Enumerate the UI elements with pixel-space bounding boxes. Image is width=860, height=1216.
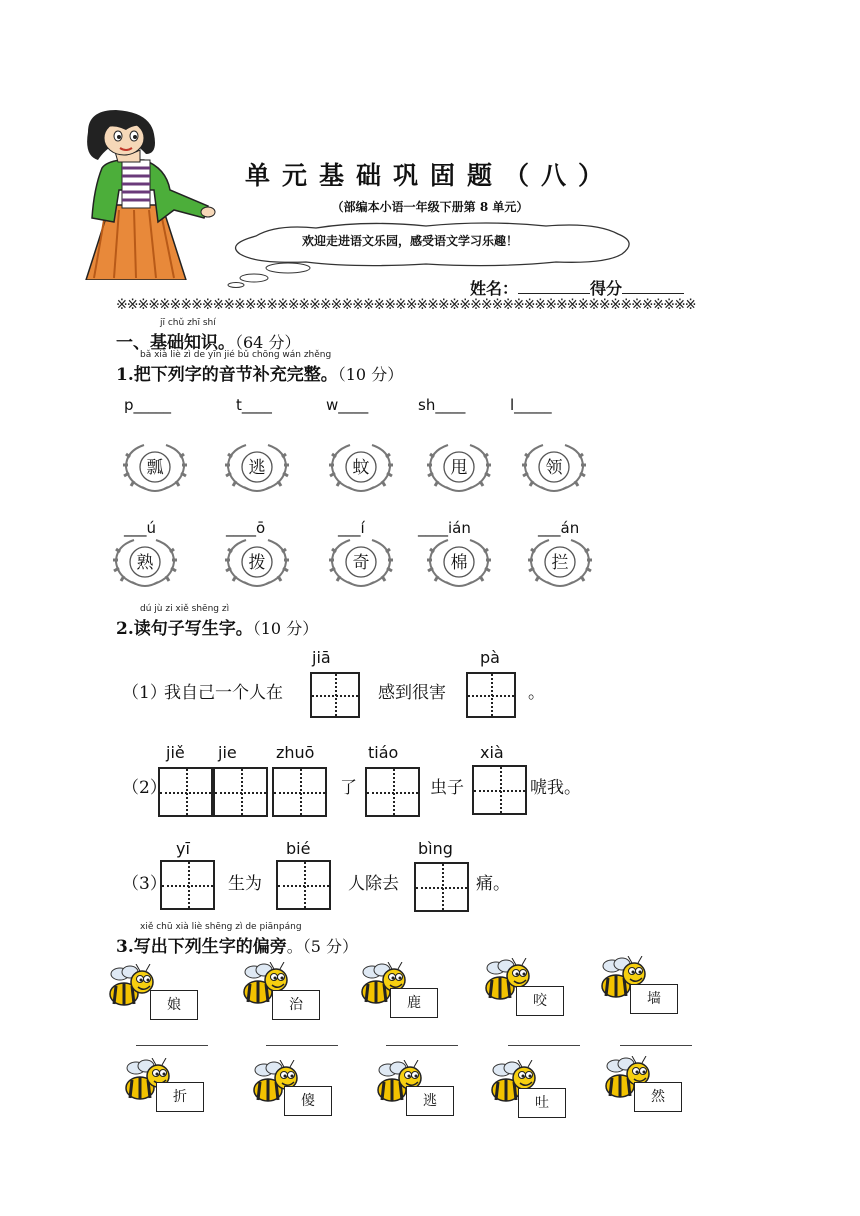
q1-blank-8[interactable]: ___í (338, 519, 365, 537)
section1-points: （64 分） (235, 333, 301, 352)
answer-line[interactable] (386, 1045, 458, 1046)
q3-heading (116, 932, 358, 957)
q1-char-7: 拨 (248, 553, 266, 573)
s1-text-a: 我自己一个人在 (164, 683, 283, 703)
tian-grid-box[interactable] (276, 860, 331, 910)
wreath-char (120, 437, 190, 495)
q1-blank-1[interactable]: p_____ (124, 396, 172, 414)
tian-grid-box[interactable] (310, 672, 360, 718)
section1-title: 一、基础知识。 (116, 333, 235, 353)
radical-box-9: 吐 (518, 1088, 566, 1118)
radical-box-1: 娘 (150, 990, 198, 1020)
score-blank[interactable] (622, 277, 684, 294)
answer-line[interactable] (508, 1045, 580, 1046)
s1-pinyin-1: jiā (312, 648, 331, 667)
q3-ruby: xiě chū xià liè shēng zì de piānpáng (140, 922, 302, 932)
q1-ruby: bǎ xià liè zì de yīn jié bǔ chōng wán zhěng (140, 350, 332, 360)
s1-pinyin-2: pà (480, 648, 500, 667)
q1-blank-7[interactable]: ____ō (226, 519, 266, 537)
s3-pinyin-3: bìng (418, 839, 453, 858)
q3-tail: 。 (286, 937, 303, 956)
wreath-char (222, 532, 292, 590)
radical-box-6: 折 (156, 1082, 204, 1112)
q1-blank-2[interactable]: t____ (236, 396, 272, 414)
q1-blank-10[interactable]: ___án (538, 519, 580, 537)
radical-box-3: 鹿 (390, 988, 438, 1018)
tian-grid-box[interactable] (472, 765, 527, 815)
q1-char-3: 蚊 (352, 458, 370, 478)
q1-char-4: 甩 (450, 458, 468, 478)
radical-box-10: 然 (634, 1082, 682, 1112)
name-label: 姓名： (470, 279, 519, 298)
s2-pinyin-4: tiáo (368, 743, 399, 762)
s3-text-c: 痛。 (476, 874, 510, 894)
wreath-char (519, 437, 589, 495)
q1-char-2: 逃 (248, 458, 266, 478)
q3-title: 3.写出下列生字的偏旁 (116, 937, 287, 957)
s1-text-b: 感到很害 (378, 683, 446, 703)
q1-blank-6[interactable]: ___ú (124, 519, 157, 537)
q3-points: （5 分） (302, 937, 359, 956)
answer-line[interactable] (620, 1045, 692, 1046)
wreath-char (110, 532, 180, 590)
wreath-char (326, 437, 396, 495)
q1-points: （10 分） (337, 365, 404, 384)
s3-pinyin-2: bié (286, 839, 311, 858)
s1-end: 。 (528, 683, 545, 703)
tian-grid-box[interactable] (160, 860, 215, 910)
q2-points: （10 分） (252, 619, 319, 638)
s2-text-a: 了 (340, 778, 357, 798)
page-title: 单元基础巩固题（八） (244, 161, 615, 190)
tian-grid-box[interactable] (213, 767, 268, 817)
answer-line[interactable] (266, 1045, 338, 1046)
s1-number: （1） (122, 683, 167, 703)
q1-char-8: 奇 (352, 553, 370, 573)
q1-title: 1.把下列字的音节补充完整。 (116, 365, 338, 385)
q2-heading (116, 614, 318, 639)
wreath-char (326, 532, 396, 590)
wreath-char (424, 437, 494, 495)
tian-grid-box[interactable] (158, 767, 213, 817)
s2-pinyin-5: xià (480, 743, 504, 762)
s2-pinyin-3: zhuō (276, 743, 315, 762)
q1-char-1: 瓢 (146, 458, 164, 478)
bee-icon (106, 964, 156, 1010)
girl-illustration (74, 110, 224, 280)
wreath-char (424, 532, 494, 590)
page-subtitle: （部编本小语一年级下册第 8 单元） (331, 200, 529, 214)
tian-grid-box[interactable] (414, 862, 469, 912)
q1-heading (116, 360, 403, 385)
s2-pinyin-2: jie (218, 743, 237, 762)
q1-char-9: 棉 (450, 553, 468, 573)
q1-blank-4[interactable]: sh____ (418, 396, 466, 414)
radical-box-8: 逃 (406, 1086, 454, 1116)
wreath-char (222, 437, 292, 495)
radical-box-7: 傻 (284, 1086, 332, 1116)
q1-blank-3[interactable]: w____ (326, 396, 369, 414)
radical-box-4: 咬 (516, 986, 564, 1016)
star-divider: ※※※※※※※※※※※※※※※※※※※※※※※※※※※※※※※※※※※※※※※※※※※※※※※※※※※※※※ (116, 297, 696, 313)
q1-char-10: 拦 (551, 553, 569, 573)
tian-grid-box[interactable] (365, 767, 420, 817)
q1-blank-5[interactable]: l_____ (510, 396, 552, 414)
radical-box-5: 墙 (630, 984, 678, 1014)
q1-char-6: 熟 (136, 553, 154, 573)
s2-number: （2） (122, 778, 167, 798)
q2-title: 2.读句子写生字。 (116, 619, 253, 639)
q2-ruby: dú jù zi xiě shēng zì (140, 604, 230, 614)
tian-grid-box[interactable] (272, 767, 327, 817)
section1-ruby: jī chǔ zhī shí (160, 318, 216, 328)
s3-pinyin-1: yī (176, 839, 190, 858)
score-label: 得分 (590, 279, 623, 298)
tian-grid-box[interactable] (466, 672, 516, 718)
radical-box-2: 治 (272, 990, 320, 1020)
wreath-char (525, 532, 595, 590)
cloud-text: 欢迎走进语文乐园，感受语文学习乐趣！ (302, 234, 519, 248)
answer-line[interactable] (136, 1045, 208, 1046)
q1-char-5: 领 (545, 458, 563, 478)
s2-text-b: 虫子 (430, 778, 464, 798)
s3-number: （3） (122, 874, 167, 894)
q1-blank-9[interactable]: ____ián (418, 519, 471, 537)
name-score-bar (470, 276, 684, 299)
s3-text-a: 生为 (228, 874, 262, 894)
s2-pinyin-1: jiě (166, 743, 185, 762)
name-blank[interactable] (518, 277, 590, 294)
s3-text-b: 人除去 (348, 874, 399, 894)
s2-text-c: 唬我。 (530, 778, 581, 798)
